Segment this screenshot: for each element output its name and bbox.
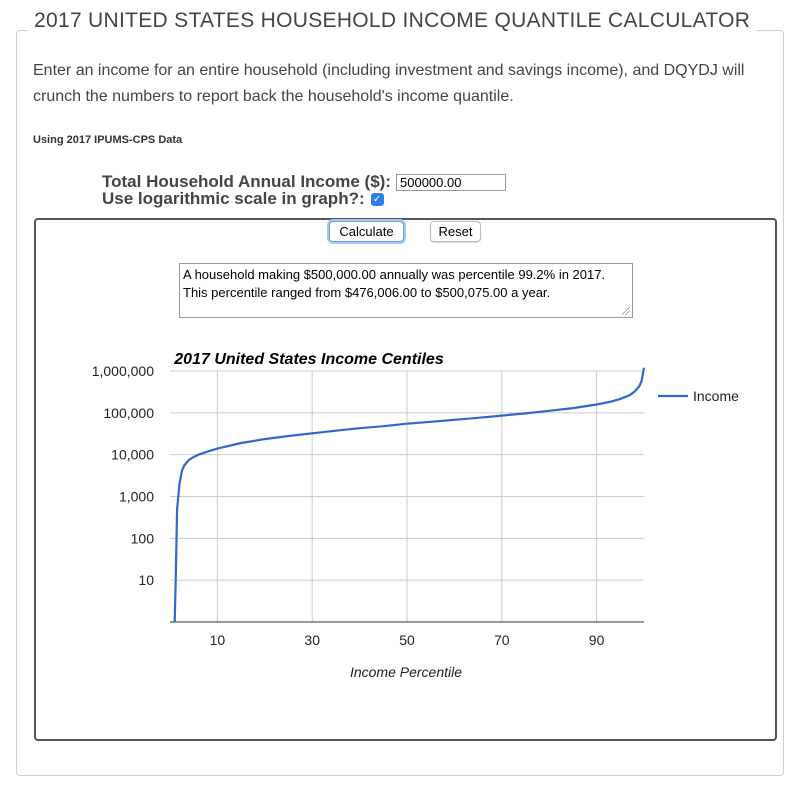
- x-axis-label: Income Percentile: [349, 664, 463, 680]
- calculator-title: 2017 UNITED STATES HOUSEHOLD INCOME QUANTILE CALCULATOR: [28, 9, 756, 33]
- x-axis-tick-labels: [210, 632, 605, 648]
- reset-button[interactable]: Reset: [430, 221, 481, 242]
- x-tick-label: 90: [588, 632, 605, 648]
- result-text: A household making $500,000.00 annually was percentile 99.2% in 2017. This percentile ranged from $476,006.00 to $500,075.00 a year.: [183, 267, 606, 300]
- log-scale-checkbox[interactable]: [371, 193, 384, 206]
- income-series-line: [175, 368, 644, 622]
- result-textarea[interactable]: [179, 263, 633, 318]
- data-source-label: Using 2017 IPUMS-CPS Data: [33, 134, 183, 146]
- y-tick-label: 10,000: [111, 446, 154, 463]
- x-tick-label: 50: [399, 632, 415, 648]
- income-label: Total Household Annual Income ($):: [102, 172, 391, 191]
- income-centile-chart: [40, 319, 769, 695]
- log-scale-label: Use logarithmic scale in graph?:: [102, 189, 365, 208]
- intro-text: Enter an income for an entire household (including investment and savings income), and DQYDJ will crunch the numbers to report back the household's income quantile.: [33, 62, 745, 105]
- y-tick-label: 10: [138, 572, 154, 589]
- x-tick-label: 70: [494, 632, 510, 648]
- y-axis-tick-labels: [92, 363, 155, 588]
- resize-grip-icon[interactable]: [622, 307, 630, 315]
- legend-entry-income: Income: [693, 388, 739, 404]
- chart-container: [40, 319, 769, 695]
- x-tick-label: 30: [304, 632, 320, 648]
- y-tick-label: 100: [130, 530, 154, 547]
- checkmark-icon: ✓: [372, 193, 382, 205]
- log-scale-row: [102, 189, 384, 209]
- y-tick-label: 1,000,000: [91, 363, 154, 379]
- y-tick-label: 1,000: [118, 488, 154, 505]
- y-tick-label: 100,000: [103, 404, 154, 421]
- calculate-button[interactable]: Calculate: [329, 221, 404, 242]
- income-input[interactable]: [396, 174, 506, 191]
- x-tick-label: 10: [209, 632, 226, 648]
- chart-title: 2017 United States Income Centiles: [174, 351, 444, 368]
